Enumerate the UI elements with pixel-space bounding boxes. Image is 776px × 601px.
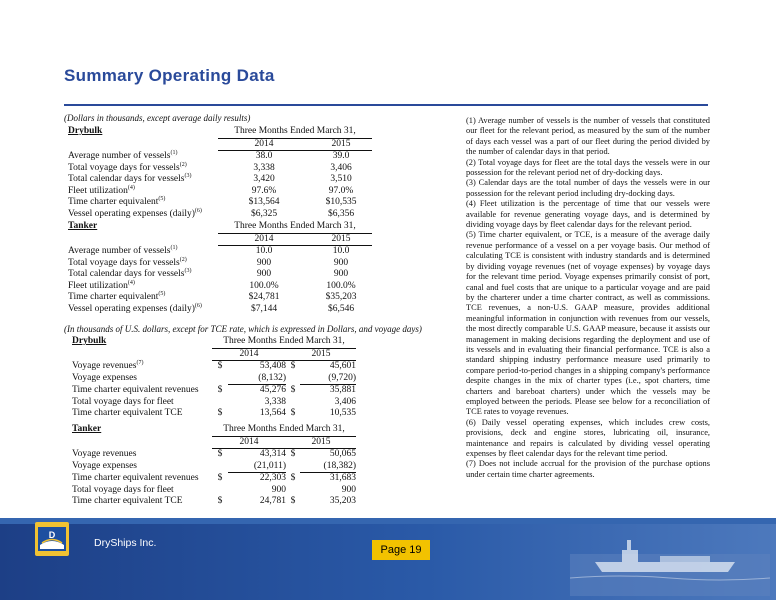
row-label-text: Time charter equivalent revenues [72, 472, 199, 483]
row-label [72, 373, 212, 385]
value-2014: 13,564 [259, 408, 286, 418]
currency-symbol: $ [290, 408, 296, 418]
value-2015: 10.0 [332, 246, 350, 256]
row-label-text: Voyage expenses [72, 460, 137, 471]
table-row [68, 304, 372, 316]
row-label [68, 281, 218, 293]
row-label [72, 461, 212, 473]
row-label [68, 269, 218, 281]
currency-symbol [212, 373, 228, 385]
row-label [68, 174, 218, 186]
value-2014: $7,144 [250, 303, 278, 314]
value-2014: 900 [256, 257, 272, 268]
footnote-ref: (7) [136, 359, 144, 366]
currency-symbol: $ [290, 496, 296, 506]
value-2015: (18,382) [300, 461, 356, 473]
row-label-text: Average number of vessels [68, 245, 171, 256]
footnote-ref: (6) [194, 207, 202, 214]
value-2015: $10,535 [325, 197, 357, 207]
row-label-text: Vessel operating expenses (daily) [68, 208, 195, 219]
section-label: Drybulk [68, 126, 103, 137]
footnote-ref: (2) [179, 161, 187, 168]
table-row [68, 186, 372, 198]
value-2014: 43,314 [259, 449, 286, 459]
value-2014: 3,338 [264, 396, 286, 407]
currency-symbol [286, 485, 300, 497]
value-2015: $6,356 [327, 208, 355, 219]
subtitle-dollars-note: (Dollars in thousands, except average daily results) [64, 113, 251, 123]
row-label-text: Time charter equivalent TCE [72, 496, 183, 506]
currency-symbol [286, 397, 300, 409]
year-header: 2015 [286, 436, 356, 449]
row-label-text: Time charter equivalent [68, 292, 159, 302]
value-2015: 3,406 [334, 396, 356, 407]
table-row [68, 292, 372, 304]
value-2014: 53,408 [259, 361, 286, 371]
value-2014: 24,781 [259, 496, 286, 506]
value-2015: 900 [341, 484, 356, 495]
table-row [72, 496, 356, 508]
row-label [72, 361, 212, 373]
table-row [68, 258, 372, 270]
year-header: 2014 [218, 233, 310, 246]
footnote-ref: (3) [184, 268, 192, 274]
table-row [68, 197, 372, 209]
row-label [68, 163, 218, 175]
row-label-text: Fleet utilization [68, 280, 128, 291]
value-2014: $24,781 [248, 292, 280, 302]
subtitle-usd-note: (In thousands of U.S. dollars, except for TCE rate, which is expressed in Dollars, and voyage days) [64, 324, 422, 334]
row-label [68, 246, 218, 258]
table-row [68, 246, 372, 258]
footnote-ref: (3) [184, 173, 192, 179]
value-2015: 39.0 [332, 151, 350, 161]
value-2014: 38.0 [255, 151, 273, 161]
footnote: (6) Daily vessel operating expenses, which includes crew costs, provisions, deck and engine stores, lubricating oil, insurance, maintenance and repairs is calculated by dividing vessel operating expenses by fleet calendar days for the relevant time period. [466, 417, 710, 458]
row-label-text: Vessel operating expenses (daily) [68, 303, 195, 314]
table-row [68, 174, 372, 186]
row-label-text: Time charter equivalent TCE [72, 408, 183, 418]
value-2014: 45,276 [259, 385, 286, 395]
table-row [72, 449, 356, 461]
table-row [68, 209, 372, 221]
year-header: 2015 [286, 348, 356, 361]
row-label-text: Voyage revenues [72, 360, 137, 371]
value-2014: $13,564 [248, 197, 280, 207]
row-label-text: Time charter equivalent revenues [72, 384, 199, 395]
period-header: Three Months Ended March 31, [212, 336, 356, 348]
currency-symbol: $ [217, 408, 223, 418]
footnote-ref: (1) [170, 244, 178, 251]
footnotes [466, 116, 710, 480]
value-2015: 97.0% [328, 185, 354, 196]
value-2015: 900 [333, 257, 349, 268]
value-2015: $35,203 [325, 292, 357, 302]
row-label-text: Time charter equivalent [68, 197, 159, 207]
currency-symbol: $ [217, 472, 223, 483]
row-label [72, 397, 212, 409]
period-header: Three Months Ended March 31, [218, 126, 372, 138]
table-row [72, 361, 356, 373]
ship-silhouette-icon [570, 522, 770, 601]
row-label [72, 449, 212, 461]
currency-symbol: $ [290, 361, 296, 371]
value-2015: 35,203 [329, 496, 356, 506]
value-2014: 3,420 [253, 174, 275, 184]
footnote: (5) Time charter equivalent, or TCE, is a measure of the average daily revenue performance of a vessel on a per voyage basis. Our method of calculating TCE is consistent with industry standards and is determined by dividing voyage revenues (net of voyage expenses) by voyage days for the relevant time period. Voyage expenses primarily consist of port, canal and fuel costs that are unique to a particular voyage and are paid by the charterer under a time charter contract, as well as commissions. TCE revenues, a non-U.S. GAAP measure, provides additional meaningful information in conjunction with revenues from our vessels, the most directly comparable U.S. GAAP measure, because it assists our management in making decisions regarding the deployment and use of its vessels and in evaluating their financial performance. TCE is also a standard shipping industry performance measure used primarily to compare period-to-period changes in a shipping company's performance despite changes in the mix of charter types (i.e., spot charters, time charters and bareboat charters) under which the vessels may be employed between the periods. Please see below for a reconciliation of TCE rates to voyage revenues. [466, 230, 710, 417]
table-row [72, 385, 356, 397]
footnote: (1) Average number of vessels is the number of vessels that constituted our fleet for the relevant period, as measured by the sum of the number of days each vessel was a part of our fleet during the period divided by the number of calendar days in that period. [466, 116, 710, 157]
value-2015: 900 [333, 269, 349, 279]
footnote-ref: (6) [194, 302, 202, 309]
table-row [72, 408, 356, 420]
value-2014: 97.6% [251, 185, 277, 196]
section-label: Drybulk [72, 336, 107, 347]
period-header: Three Months Ended March 31, [212, 424, 356, 436]
currency-symbol: $ [217, 449, 223, 459]
value-2014: 900 [256, 269, 272, 279]
period-header: Three Months Ended March 31, [218, 221, 372, 233]
value-2015: 50,065 [329, 449, 356, 459]
currency-symbol [286, 373, 300, 385]
value-2014: (8,132) [228, 373, 286, 385]
currency-symbol: $ [217, 361, 223, 371]
footnote-ref: (2) [179, 256, 187, 263]
tce-drybulk-table [72, 336, 356, 420]
row-label-text: Fleet utilization [68, 185, 128, 196]
title-rule [64, 104, 708, 106]
currency-symbol [286, 461, 300, 473]
row-label [72, 473, 212, 485]
footnote: (7) Does not include accrual for the provision of the purchase options under certain time charter agreements. [466, 459, 710, 479]
value-2015: 3,510 [330, 174, 352, 184]
value-2015: 35,881 [329, 385, 356, 395]
value-2014: (21,011) [228, 461, 286, 473]
footnote: (3) Calendar days are the total number of days the vessels were in our possession for the relevant period including dry-docking days. [466, 178, 710, 198]
row-label-text: Total voyage days for fleet [72, 484, 174, 495]
row-label [72, 485, 212, 497]
footnote-ref: (4) [127, 279, 135, 286]
table-row [72, 473, 356, 485]
svg-text:D: D [48, 530, 56, 540]
year-header: 2015 [310, 233, 372, 246]
table-row [68, 151, 372, 163]
footnote-ref: (5) [158, 291, 166, 297]
currency-symbol: $ [290, 449, 296, 459]
currency-symbol [212, 461, 228, 473]
row-label [68, 209, 218, 221]
company-name: DryShips Inc. [94, 537, 157, 549]
value-2015: 31,683 [329, 473, 356, 483]
company-logo-icon [35, 522, 69, 556]
tce-tanker-table [72, 424, 356, 508]
footnote-ref: (4) [127, 184, 135, 191]
footnote: (4) Fleet utilization is the percentage of time that our vessels were available for revenue generating voyage days, and is determined by dividing voyage days by fleet calendar days for the relevant period. [466, 199, 710, 230]
currency-symbol: $ [217, 384, 223, 395]
value-2014: $6,325 [250, 208, 278, 219]
currency-symbol: $ [290, 472, 296, 483]
row-label-text: Total voyage days for vessels [68, 257, 180, 268]
section-label: Tanker [68, 221, 98, 232]
row-label-text: Voyage expenses [72, 372, 137, 383]
table-row [72, 461, 356, 473]
row-label [72, 496, 212, 508]
value-2014: 900 [271, 484, 286, 495]
row-label-text: Voyage revenues [72, 448, 137, 459]
row-label-text: Total calendar days for vessels [68, 174, 185, 184]
year-header: 2014 [212, 436, 286, 449]
ops-tanker-table [68, 221, 372, 315]
row-label [68, 304, 218, 316]
row-label [68, 258, 218, 270]
table-row [68, 163, 372, 175]
table-row [68, 281, 372, 293]
value-2015: (9,720) [300, 373, 356, 385]
value-2014: 100.0% [249, 280, 279, 291]
table-row [72, 397, 356, 409]
value-2014: 10.0 [255, 246, 273, 256]
row-label [72, 385, 212, 397]
value-2015: 10,535 [329, 408, 356, 418]
year-header: 2014 [218, 138, 310, 151]
page-title: Summary Operating Data [64, 66, 275, 85]
value-2015: 100.0% [326, 280, 356, 291]
row-label-text: Total voyage days for fleet [72, 396, 174, 407]
currency-symbol: $ [217, 496, 223, 506]
footnote-ref: (5) [158, 196, 166, 202]
row-label [68, 186, 218, 198]
value-2015: 45,601 [329, 361, 356, 371]
row-label-text: Total calendar days for vessels [68, 269, 185, 279]
currency-symbol [212, 485, 228, 497]
currency-symbol: $ [290, 384, 296, 395]
row-label-text: Total voyage days for vessels [68, 162, 180, 173]
table-row [72, 485, 356, 497]
table-row [68, 269, 372, 281]
row-label [72, 408, 212, 420]
value-2015: 3,406 [330, 162, 352, 173]
row-label [68, 151, 218, 163]
value-2015: $6,546 [327, 303, 355, 314]
footnote: (2) Total voyage days for fleet are the total days the vessels were in our possession for the relevant period net of dry-docking days. [466, 157, 710, 178]
currency-symbol [212, 397, 228, 409]
year-header: 2014 [212, 348, 286, 361]
year-header: 2015 [310, 138, 372, 151]
value-2014: 3,338 [253, 162, 275, 173]
section-label: Tanker [72, 424, 102, 435]
page-number-badge: Page 19 [372, 540, 430, 560]
ops-drybulk-table [68, 126, 372, 220]
value-2014: 22,303 [259, 473, 286, 483]
table-row [72, 373, 356, 385]
row-label-text: Average number of vessels [68, 150, 171, 161]
footnote-ref: (1) [170, 149, 178, 156]
